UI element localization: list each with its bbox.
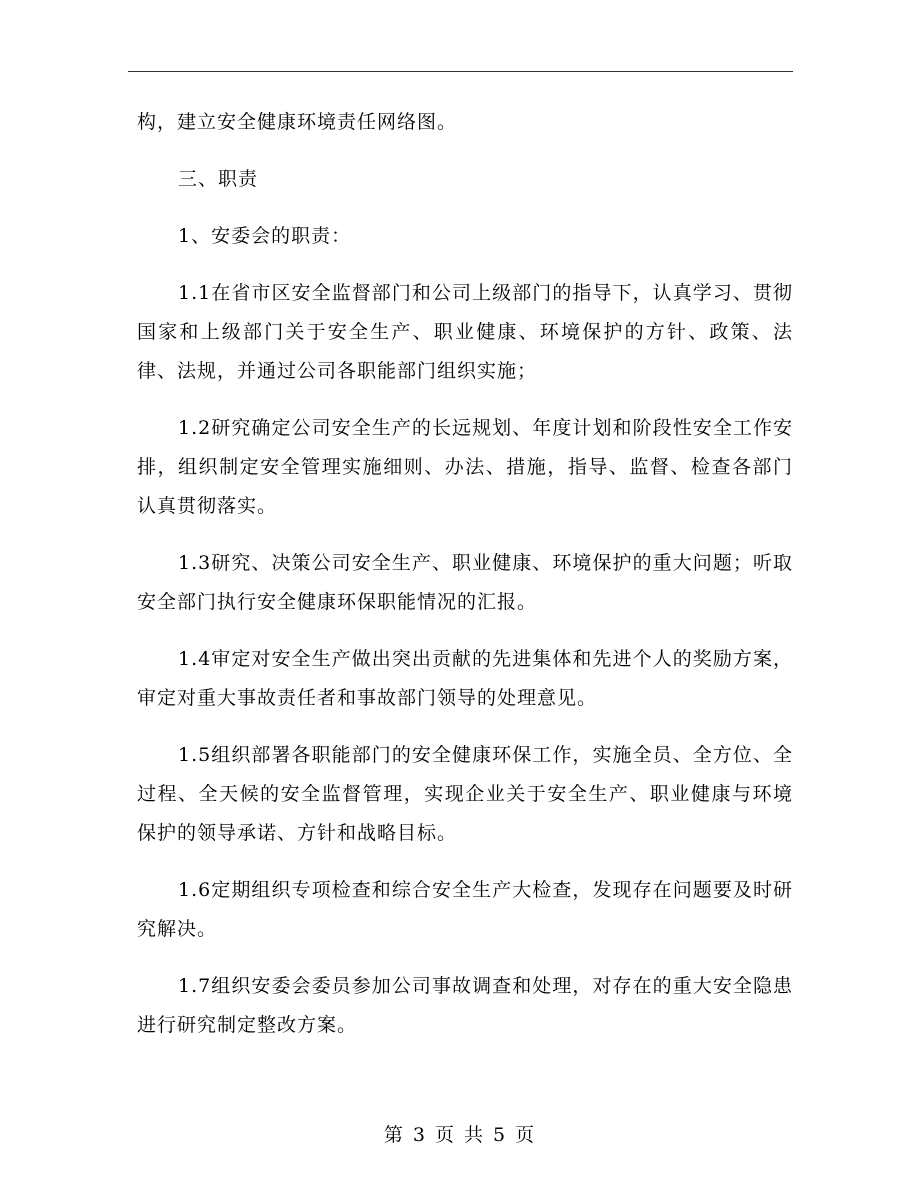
section-heading: 三、职责: [178, 168, 259, 190]
paragraph: 1.5组织部署各职能部门的安全健康环保工作，实施全员、全方位、全过程、全天候的安全监督管理，实现企业关于安全生产、职业健康与环境保护的领导承诺、方针和战略目标。: [137, 744, 793, 844]
paragraph: 1.1在省市区安全监督部门和公司上级部门的指导下，认真学习、贯彻国家和上级部门关于安全生产、职业健康、环境保护的方针、政策、法律、法规，并通过公司各职能部门组织实施；: [137, 282, 793, 382]
paragraph-gap: [137, 622, 793, 640]
page-footer: 第 3 页 共 5 页: [383, 1124, 537, 1146]
paragraph-gap: [137, 256, 793, 274]
paragraph-gap: [137, 718, 793, 736]
paragraph: 1.6定期组织专项检查和综合安全生产大检查，发现存在问题要及时研究解决。: [137, 879, 793, 940]
paragraph-gap: [137, 526, 793, 544]
paragraph: 1.2研究确定公司安全生产的长远规划、年度计划和阶段性安全工作安排，组织制定安全管理实施细则、办法、措施，指导、监督、检查各部门认真贯彻落实。: [137, 417, 793, 517]
paragraph-gap: [137, 853, 793, 871]
paragraph-gap: [137, 949, 793, 967]
paragraph-gap: [137, 142, 793, 160]
header-rule: [128, 71, 793, 72]
paragraph-gap: [137, 199, 793, 217]
paragraph: 1.3研究、决策公司安全生产、职业健康、环境保护的重大问题；听取安全部门执行安全健康环保职能情况的汇报。: [137, 552, 793, 613]
document-body: [137, 103, 793, 1045]
paragraph: 1.4审定对安全生产做出突出贡献的先进集体和先进个人的奖励方案，审定对重大事故责任者和事故部门领导的处理意见。: [137, 648, 793, 709]
paragraph: 1.7组织安委会委员参加公司事故调查和处理，对存在的重大安全隐患进行研究制定整改方案。: [137, 975, 793, 1036]
paragraph: 构，建立安全健康环境责任网络图。: [137, 111, 458, 133]
paragraph-gap: [137, 391, 793, 409]
subsection-heading: 1、安委会的职责：: [178, 225, 352, 247]
